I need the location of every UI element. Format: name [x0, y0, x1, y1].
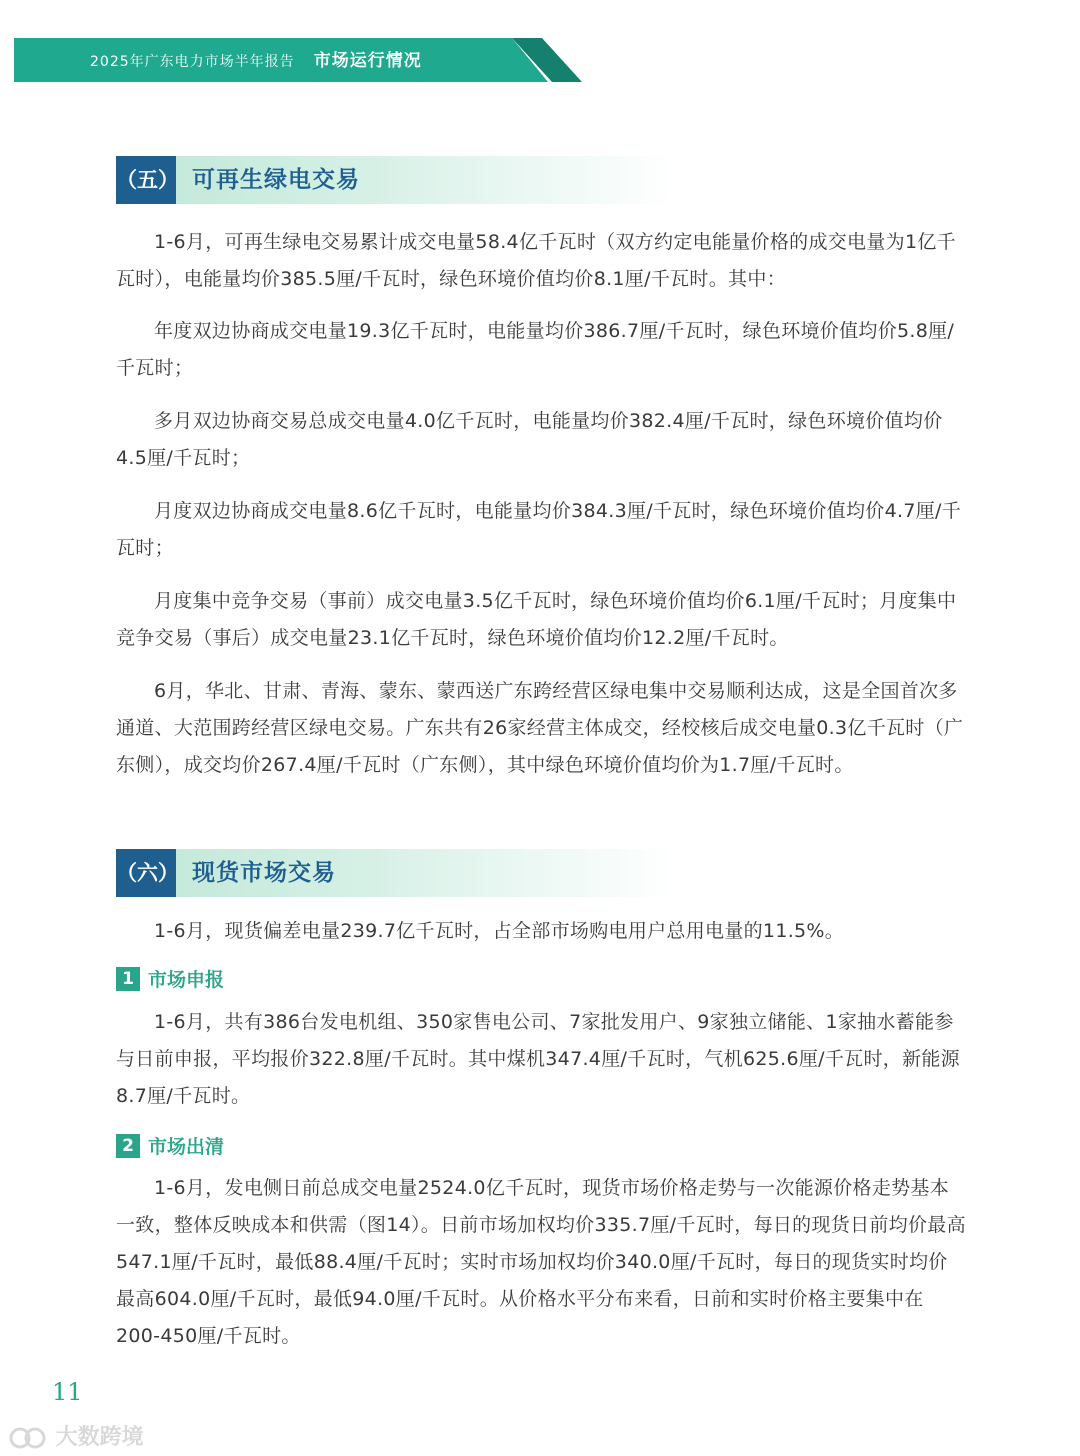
report-title: 2025年广东电力市场半年报告	[90, 54, 295, 70]
paragraph: 1-6月，共有386台发电机组、350家售电公司、7家批发用户、9家独立储能、1家抽水蓄能参与日前申报，平均报价322.8厘/千瓦时。其中煤机347.4厘/千瓦时，气机625.6厘/千瓦时，新能源8.7厘/千瓦时。	[116, 1011, 960, 1107]
watermark-text: 大数跨境	[55, 1425, 144, 1450]
subsection-2-heading	[116, 1132, 224, 1158]
paragraph: 1-6月，可再生绿电交易累计成交电量58.4亿千瓦时（双方约定电能量价格的成交电量为1亿千瓦时），电能量均价385.5厘/千瓦时，绿色环境价值均价8.1厘/千瓦时。其中：	[116, 231, 956, 290]
header-text	[90, 38, 422, 82]
watermark	[8, 1420, 144, 1450]
paragraph: 6月，华北、甘肃、青海、蒙东、蒙西送广东跨经营区绿电集中交易顺利达成，这是全国首次多通道、大范围跨经营区绿电交易。广东共有26家经营主体成交，经校核后成交电量0.3亿千瓦时（广东侧），成交均价267.4厘/千瓦时（广东侧），其中绿色环境价值均价为1.7厘/千瓦时。	[116, 680, 964, 776]
subsection-1-title: 市场申报	[148, 969, 225, 991]
section-6-heading	[116, 849, 676, 897]
paragraph: 月度集中竞争交易（事前）成交电量3.5亿千瓦时，绿色环境价值均价6.1厘/千瓦时；月度集中竞争交易（事后）成交电量23.1亿千瓦时，绿色环境价值均价12.2厘/千瓦时。	[116, 590, 957, 649]
subsection-2-number: 2	[116, 1134, 140, 1158]
paragraph: 1-6月，现货偏差电量239.7亿千瓦时，占全部市场购电用户总用电量的11.5%。	[154, 920, 845, 942]
subsection-1-heading	[116, 965, 224, 991]
paragraph: 多月双边协商交易总成交电量4.0亿千瓦时，电能量均价382.4厘/千瓦时，绿色环境价值均价4.5厘/千瓦时；	[116, 410, 943, 469]
section-6-number: （六）	[116, 849, 176, 897]
section-5-number: （五）	[116, 156, 176, 204]
section-5-title: 可再生绿电交易	[192, 167, 360, 193]
watermark-logo-icon	[8, 1425, 48, 1451]
section-5-heading	[116, 156, 676, 204]
subsection-2-title: 市场出清	[148, 1136, 225, 1158]
paragraph: 年度双边协商成交电量19.3亿千瓦时，电能量均价386.7厘/千瓦时，绿色环境价值均价5.8厘/千瓦时；	[116, 320, 955, 379]
paragraph: 月度双边协商成交电量8.6亿千瓦时，电能量均价384.3厘/千瓦时，绿色环境价值均价4.7厘/千瓦时；	[116, 500, 962, 559]
paragraph: 1-6月，发电侧日前总成交电量2524.0亿千瓦时，现货市场价格走势与一次能源价格走势基本一致，整体反映成本和供需（图14）。日前市场加权均价335.7厘/千瓦时，每日的现货日前均价最高547.1厘/千瓦时，最低88.4厘/千瓦时；实时市场加权均价340.0厘/千瓦时，每日的现货实时均价最高604.0厘/千瓦时，最低94.0厘/千瓦时。从价格水平分布来看，日前和实时价格主要集中在200-450厘/千瓦时。	[116, 1177, 966, 1347]
page-number: 11	[52, 1378, 83, 1406]
section-6-title: 现货市场交易	[192, 860, 336, 886]
subsection-1-number: 1	[116, 967, 140, 991]
chapter-title: 市场运行情况	[313, 51, 422, 71]
